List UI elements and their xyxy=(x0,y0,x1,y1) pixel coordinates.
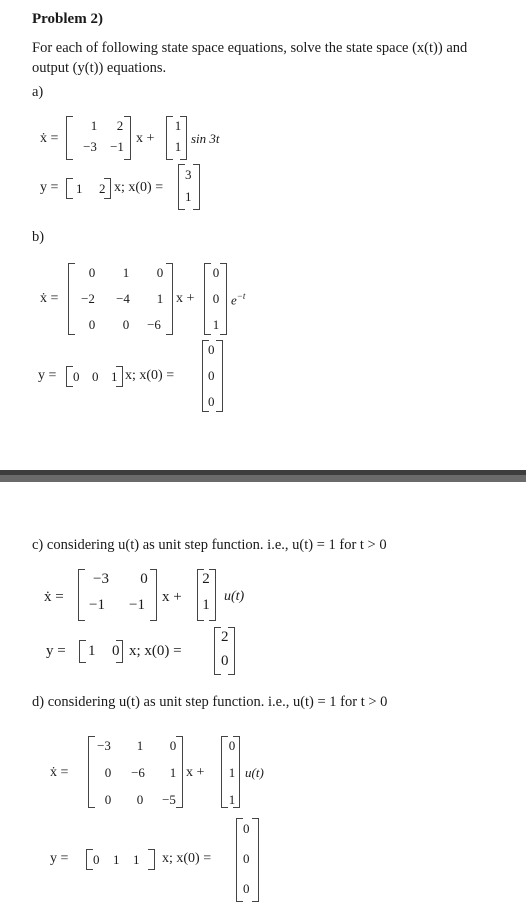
d-A-31: 0 xyxy=(104,792,112,807)
b-C-left-bracket xyxy=(66,366,73,387)
a-y-prefix: y = xyxy=(40,180,59,195)
d-A-21: 0 xyxy=(104,765,112,780)
c-x-suffix: x; x(0) = xyxy=(129,643,182,659)
c-y-prefix: y = xyxy=(46,643,66,659)
d-B-3: 1 xyxy=(228,792,236,807)
part-a-label: a) xyxy=(32,84,44,100)
d-A-11: −3 xyxy=(97,738,111,753)
a-A-22: −1 xyxy=(110,139,124,154)
d-y-prefix: y = xyxy=(50,851,69,866)
c-C-left-bracket xyxy=(79,640,86,663)
b-A-11: 0 xyxy=(88,265,96,280)
b-B-1: 0 xyxy=(212,265,220,280)
part-c-label: c) considering u(t) as unit step function. i.e., u(t) = 1 for t > 0 xyxy=(32,537,387,553)
b-A-33: −6 xyxy=(147,317,161,332)
a-input: sin 3t xyxy=(191,131,220,146)
c-input: u(t) xyxy=(224,589,245,604)
c-matrix-B-right-bracket xyxy=(209,569,216,621)
c-xdot: ẋ = xyxy=(44,589,64,605)
page-divider-shadow xyxy=(0,475,526,482)
b-input xyxy=(231,291,245,308)
d-C-left-bracket xyxy=(86,849,93,870)
d-A-12: 1 xyxy=(136,738,144,753)
a-B-2: 1 xyxy=(174,139,182,154)
b-A-23: 1 xyxy=(156,291,164,306)
a-C-2: 2 xyxy=(99,181,106,196)
c-matrix-A-right-bracket xyxy=(150,569,157,621)
a-C-right-bracket xyxy=(104,178,111,199)
c-C-right-bracket xyxy=(116,640,123,663)
a-C-1: 1 xyxy=(76,181,83,196)
c-A-12: 0 xyxy=(140,571,148,587)
a-matrix-A-right-bracket xyxy=(124,116,131,160)
b-C-right-bracket xyxy=(116,366,123,387)
d-matrix-A-right-bracket xyxy=(176,736,183,808)
d-C-2: 1 xyxy=(113,852,120,867)
part-b-label: b) xyxy=(32,229,45,245)
b-matrix-A xyxy=(68,263,178,333)
a-xdot: ẋ = xyxy=(40,131,59,146)
d-xdot: ẋ = xyxy=(50,765,69,780)
a-x0-right-bracket xyxy=(193,164,200,210)
b-C-1: 0 xyxy=(73,369,80,384)
intro-text: For each of following state space equations, solve the state space (x(t)) and output (y(t)) equations. xyxy=(32,40,468,76)
c-plus-x: x + xyxy=(162,589,182,605)
d-B-1: 0 xyxy=(228,738,236,753)
d-matrix-A xyxy=(88,736,188,806)
d-x0-right-bracket xyxy=(252,818,259,902)
a-x0-1: 3 xyxy=(185,167,192,182)
d-A-13: 0 xyxy=(169,738,177,753)
d-x0-left-bracket xyxy=(236,818,243,902)
d-B-2: 1 xyxy=(228,765,236,780)
d-x-suffix: x; x(0) = xyxy=(162,851,212,866)
b-B-3: 1 xyxy=(212,317,220,332)
d-x0-1: 0 xyxy=(243,821,250,836)
c-x0-1: 2 xyxy=(221,629,229,645)
b-x-suffix: x; x(0) = xyxy=(125,368,175,383)
b-A-31: 0 xyxy=(88,317,96,332)
b-xdot: ẋ = xyxy=(40,291,59,306)
d-C-1: 0 xyxy=(93,852,100,867)
a-A-21: −3 xyxy=(83,139,97,154)
b-matrix-B-right-bracket xyxy=(220,263,227,335)
d-A-23: 1 xyxy=(169,765,177,780)
a-C-left-bracket xyxy=(66,178,73,199)
c-B-2: 1 xyxy=(202,597,210,613)
b-x0-right-bracket xyxy=(216,340,223,412)
a-x0-left-bracket xyxy=(178,164,185,210)
d-input: u(t) xyxy=(245,765,264,780)
a-plus-x: x + xyxy=(136,131,155,146)
b-x0-1: 0 xyxy=(208,342,215,357)
part-d-label: d) considering u(t) as unit step function. i.e., u(t) = 1 for t > 0 xyxy=(32,694,388,710)
c-C-1: 1 xyxy=(88,643,96,659)
a-x-suffix: x; x(0) = xyxy=(114,180,164,195)
b-plus-x: x + xyxy=(176,291,195,306)
b-C-3: 1 xyxy=(111,369,118,384)
d-A-33: −5 xyxy=(162,792,176,807)
b-C-2: 0 xyxy=(92,369,99,384)
c-A-11: −3 xyxy=(93,571,109,587)
a-B-1: 1 xyxy=(174,118,182,133)
b-input-exponent: −t xyxy=(236,291,246,301)
b-A-22: −4 xyxy=(116,291,130,306)
c-x0-left-bracket xyxy=(214,627,221,675)
c-B-1: 2 xyxy=(202,571,210,587)
c-x0-2: 0 xyxy=(221,653,229,669)
d-plus-x: x + xyxy=(186,765,205,780)
d-C-right-bracket xyxy=(148,849,155,870)
a-matrix-B-right-bracket xyxy=(180,116,187,160)
d-x0-2: 0 xyxy=(243,851,250,866)
b-A-32: 0 xyxy=(122,317,130,332)
d-C-3: 1 xyxy=(133,852,140,867)
c-A-22: −1 xyxy=(129,597,145,613)
b-y-prefix: y = xyxy=(38,368,57,383)
c-matrix-A xyxy=(78,569,160,619)
c-A-21: −1 xyxy=(89,597,105,613)
a-A-11: 1 xyxy=(90,118,98,133)
b-x0-3: 0 xyxy=(208,394,215,409)
b-A-21: −2 xyxy=(81,291,95,306)
b-matrix-A-right-bracket xyxy=(166,263,173,335)
c-x0-right-bracket xyxy=(228,627,235,675)
b-input-base: e xyxy=(231,292,237,308)
b-A-13: 0 xyxy=(156,265,164,280)
d-x0-3: 0 xyxy=(243,881,250,896)
c-C-2: 0 xyxy=(112,643,120,659)
problem-title: Problem 2) xyxy=(32,11,103,27)
d-A-32: 0 xyxy=(136,792,144,807)
b-B-2: 0 xyxy=(212,291,220,306)
b-x0-2: 0 xyxy=(208,368,215,383)
a-x0-2: 1 xyxy=(185,189,192,204)
d-A-22: −6 xyxy=(131,765,145,780)
a-A-12: 2 xyxy=(116,118,124,133)
b-A-12: 1 xyxy=(122,265,130,280)
d-matrix-B-right-bracket xyxy=(233,736,240,808)
